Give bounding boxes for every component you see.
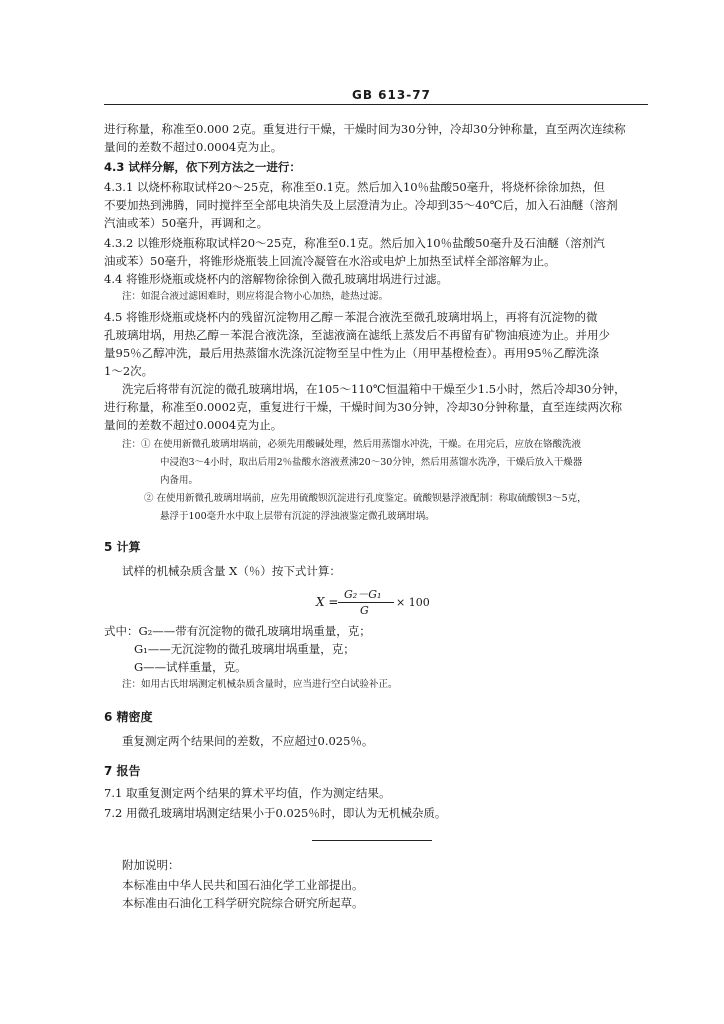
body-line: 试样的机械杂质含量 X（％）按下式计算： xyxy=(122,564,341,578)
body-line: 重复测定两个结果间的差数，不应超过0.025％。 xyxy=(122,734,374,748)
note-line: 注：① 在使用新微孔玻璃坩埚前，必须先用酸碱处理，然后用蒸馏水冲洗，干燥。在用完后，应放在铬酸洗液 xyxy=(122,439,582,450)
section-heading: 5 计算 xyxy=(104,540,141,554)
body-line: 进行称量，称准至0.000 2克。重复进行干燥，干燥时间为30分钟，冷却30分钟称量，直至两次连续称 xyxy=(104,122,626,136)
body-line: 4.3.1 以烧杯称取试样20～25克，称准至0.1克。然后加入10％盐酸50毫升，将烧杯徐徐加热，但 xyxy=(104,180,605,194)
note-line: 内备用。 xyxy=(160,475,199,486)
body-line: G₁——无沉淀物的微孔玻璃坩埚重量，克； xyxy=(134,642,355,656)
appendix-line: 本标准由中华人民共和国石油化学工业部提出。 xyxy=(122,878,364,892)
formula-denominator: G xyxy=(360,604,369,617)
body-line: 量间的差数不超过0.0004克为止。 xyxy=(104,418,283,432)
body-line: 油或苯）50毫升，将锥形烧瓶装上回流冷凝管在水浴或电炉上加热至试样全部溶解为止。 xyxy=(104,254,556,268)
fraction-bar xyxy=(338,602,394,603)
body-line: 1～2次。 xyxy=(104,364,154,378)
body-line: G——试样重量，克。 xyxy=(134,660,247,674)
body-line: 4.3.2 以锥形烧瓶称取试样20～25克，称准至0.1克。然后加入10％盐酸50毫升及石油醚（溶剂汽 xyxy=(104,236,605,250)
body-line: 式中：G₂——带有沉淀物的微孔玻璃坩埚重量，克； xyxy=(104,624,371,638)
formula-lhs: X = xyxy=(316,595,339,609)
formula-numerator: G₂－G₁ xyxy=(344,588,382,601)
body-line: 4.4 将锥形烧瓶或烧杯内的溶解物徐徐倒入微孔玻璃坩埚进行过滤。 xyxy=(104,272,448,286)
appendix-title: 附加说明： xyxy=(122,858,180,872)
note-line: 注：如用古氏坩埚测定机械杂质含量时，应当进行空白试验补正。 xyxy=(122,679,398,690)
body-line: 孔玻璃坩埚，用热乙醇－苯混合液洗涤，至滤液滴在滤纸上蒸发后不再留有矿物油痕迹为止。并用少 xyxy=(104,328,610,342)
header-rule xyxy=(104,104,648,105)
body-line: 7.1 取重复测定两个结果的算术平均值，作为测定结果。 xyxy=(104,786,391,800)
note-line: 中浸泡3～4小时，取出后用2％盐酸水溶液煮沸20～30分钟，然后用蒸馏水洗净，干燥后放入干燥器 xyxy=(160,457,583,468)
formula-tail: × 100 xyxy=(396,596,430,609)
end-rule xyxy=(312,840,432,841)
body-line: 汽油或苯）50毫升，再调和之。 xyxy=(104,216,269,230)
standard-code: GB 613-77 xyxy=(352,88,431,102)
body-line: 7.2 用微孔玻璃坩埚测定结果小于0.025％时，即认为无机械杂质。 xyxy=(104,806,447,820)
body-line: 不要加热到沸腾，同时搅拌至全部电块消失及上层澄清为止。冷却到35～40℃后，加入石油醚（溶剂 xyxy=(104,198,618,212)
body-line: 量间的差数不超过0.0004克为止。 xyxy=(104,140,283,154)
note-line: 悬浮于100毫升水中取上层带有沉淀的浮浊液鉴定微孔玻璃坩埚。 xyxy=(160,511,435,522)
body-line: 4.5 将锥形烧瓶或烧杯内的残留沉淀物用乙醇－苯混合液洗至微孔玻璃坩埚上，再将有沉淀物的微 xyxy=(104,310,598,324)
body-line: 洗完后将带有沉淀的微孔玻璃坩埚，在105～110℃恒温箱中干燥至少1.5小时，然后冷却30分钟， xyxy=(122,382,626,396)
section-heading: 6 精密度 xyxy=(104,710,153,724)
note-line: ② 在使用新微孔玻璃坩埚前，应先用硫酸钡沉淀进行孔度鉴定。硫酸钡悬浮液配制：称取硫酸钡3～5克， xyxy=(144,493,587,504)
body-line: 量95％乙醇冲洗，最后用热蒸馏水洗涤沉淀物至呈中性为止（用甲基橙检查）。再用95％乙醇洗涤 xyxy=(104,346,600,360)
appendix-line: 本标准由石油化工科学研究院综合研究所起草。 xyxy=(122,896,364,910)
body-line: 进行称量，称准至0.0002克，重复进行干燥，干燥时间为30分钟，冷却30分钟称量，直至连续两次称 xyxy=(104,400,623,414)
section-heading: 4.3 试样分解，依下列方法之一进行： xyxy=(104,160,301,174)
note-line: 注：如混合液过滤困难时，则应将混合物小心加热，趁热过滤。 xyxy=(122,291,389,302)
section-heading: 7 报告 xyxy=(104,764,141,778)
